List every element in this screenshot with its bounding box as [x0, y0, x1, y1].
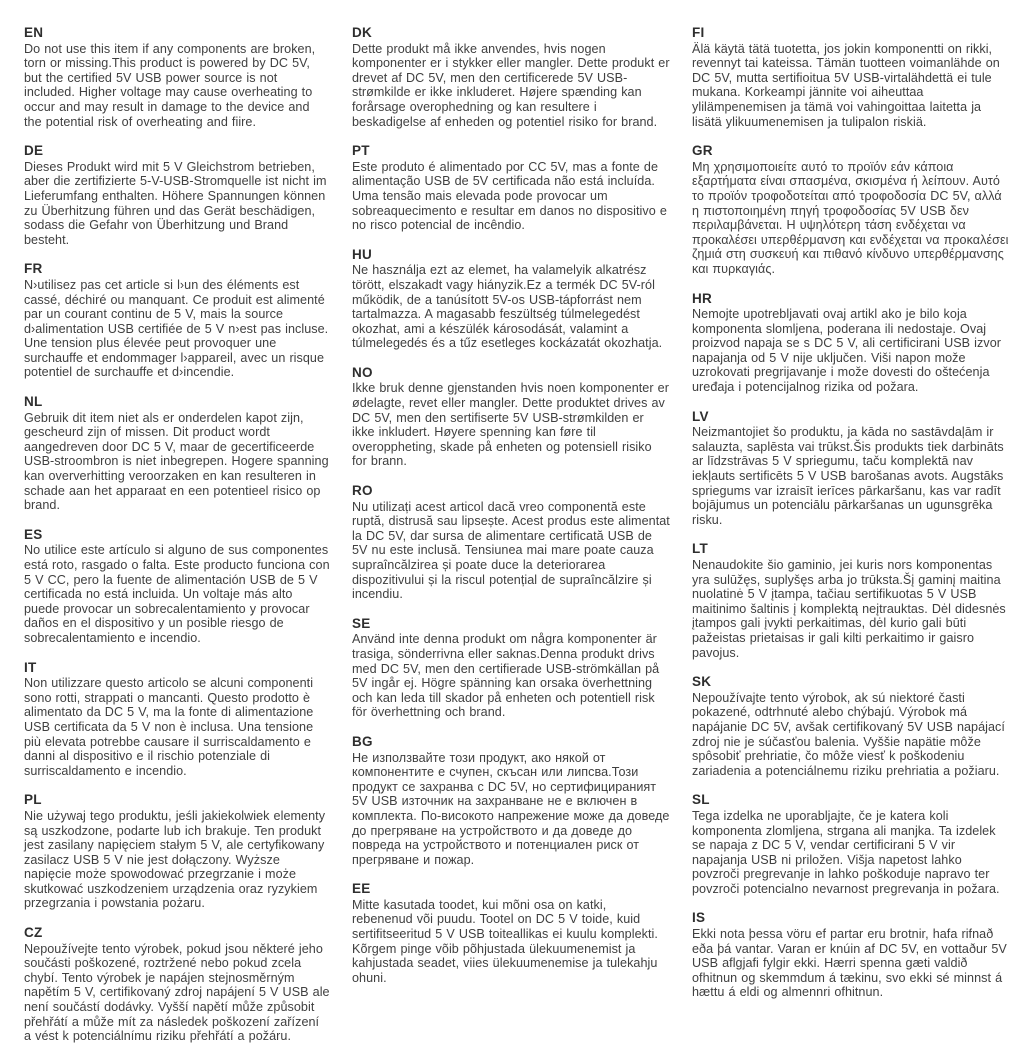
warning-paragraph: Non utilizzare questo articolo se alcuni componenti sono rotti, strappati o mancanti. Questo prodotto è alimentato da DC 5 V, ma la fonte di alimentazione USB certificata da 5 V non è inclusa. Una tensione più elevata potrebbe causare il surriscaldamento e danni al dispositivo e il rischio potenziale di surriscaldamento e incendio.	[24, 676, 314, 778]
warning-paragraph: Nemojte upotrebljavati ovaj artikl ako je bilo koja komponenta slomljena, poderana ili nedostaje. Ovaj proizvod napaja se s DC 5 V, ali certificirani USB izvor napajanja od 5 V nije uključen. Viši napon može uzrokovati pregrijavanje i može dovesti do oštećenja uređaja i potencijalnog rizika od požara.	[692, 307, 1002, 395]
language-section	[692, 144, 1010, 276]
language-section	[692, 410, 1010, 528]
language-code-heading: IS	[692, 910, 706, 926]
language-section	[24, 26, 330, 129]
warning-paragraph: Nu utilizați acest articol dacă vreo componentă este ruptă, distrusă sau lipsește. Acest produs este alimentat la DC 5V, dar sursa de alimentare certificată USB de 5V nu este inclusă. Tensiunea mai mare poate cauza supraîncălzirea și poate duce la deteriorarea dispozitivului și la riscul potențial de supraîncălzire și incendiu.	[352, 499, 670, 602]
language-section	[352, 617, 670, 720]
language-section	[692, 26, 1010, 129]
language-section	[692, 675, 1010, 778]
language-section	[692, 292, 1010, 395]
language-code-heading: EE	[352, 881, 371, 897]
warning-paragraph: Ikke bruk denne gjenstanden hvis noen komponenter er ødelagte, revet eller mangler. Dette produktet drives av DC 5V, men den sertifiserte 5V USB-strømkilden er ikke inkludert. Høyere spenning kan føre til overoppheting, skade på enheten og potensiell risiko for brann.	[352, 381, 669, 469]
warning-paragraph: Gebruik dit item niet als er onderdelen kapot zijn, gescheurd zijn of missen. Dit product wordt aangedreven door DC 5 V, maar de gecertificeerde USB-stroombron is niet inbegrepen. Hogere spanning kan oververhitting veroorzaken en kan resulteren in schade aan het apparaat en een potentieel risico op brand.	[24, 410, 329, 513]
language-code-heading: CZ	[24, 925, 43, 941]
language-code-heading: FR	[24, 261, 43, 277]
language-code-heading: SL	[692, 792, 710, 808]
language-section	[24, 262, 330, 380]
language-code-heading: LT	[692, 541, 708, 557]
language-section	[24, 395, 330, 513]
warning-column-3	[692, 26, 1010, 1015]
language-code-heading: DE	[24, 143, 44, 159]
language-code-heading: ES	[24, 526, 43, 542]
language-section	[692, 911, 1010, 1000]
warning-paragraph: No utilice este artículo si alguno de sus componentes está roto, rasgado o falta. Este producto funciona con 5 V CC, pero la fuente de alimentación USB de 5 V certificada no está incluida. Un voltaje más alto puede provocar un sobrecalentamiento y provocar daños en el dispositivo y un posible riesgo de sobrecalentamiento e incendio.	[24, 543, 330, 645]
language-code-heading: HU	[352, 246, 372, 262]
language-code-heading: LV	[692, 408, 709, 424]
warning-paragraph: Ne használja ezt az elemet, ha valamelyik alkatrész törött, elszakadt vagy hiányzik.Ez a termék DC 5V-ról működik, de a tanúsított 5V-os USB-tápforrást nem tartalmazza. A magasabb feszültség túlmelegedést okozhat, ami a készülék károsodását, valamint a túlmelegedés és a tűz esetleges kockázatát okozhatja.	[352, 263, 663, 351]
language-section	[24, 144, 330, 247]
warning-paragraph: Neizmantojiet šo produktu, ja kāda no sastāvdaļām ir salauzta, saplēsta vai trūkst.Šis produkts tiek darbināts ar līdzstrāvas 5 V spriegumu, taču komplektā nav iekļauts sertificēts 5 V USB barošanas avots. Augstāks spriegums var izraisīt ierīces pārkaršanu, kas var radīt bojājumus un potenciālu pārkaršanas un ugunsgrēka risku.	[692, 425, 1004, 527]
warning-paragraph: N›utilisez pas cet article si l›un des éléments est cassé, déchiré ou manquant. Ce produit est alimenté par un courant continu de 5 V, mais la source d›alimentation USB certifiée de 5 V n›est pas incluse. Une tension plus élevée peut provoquer une surchauffe et endommager l›appareil, avec un risque potentiel de surchauffe et d›incendie.	[24, 277, 329, 380]
language-code-heading: BG	[352, 733, 373, 749]
language-section	[352, 882, 670, 985]
warning-paragraph: Este produto é alimentado por CC 5V, mas a fonte de alimentação USB de 5V certificada não está incluída. Uma tensão mais elevada pode provocar um sobreaquecimento e resultar em danos no dispositivo e no risco potencial de incêndio.	[352, 159, 667, 233]
language-code-heading: NL	[24, 394, 43, 410]
warning-paragraph: Tega izdelka ne uporabljajte, če je katera koli komponenta zlomljena, strgana ali manjka. Ta izdelek se napaja z DC 5 V, vendar certificirani 5 V vir napajanja USB ni priložen. Višja napetost lahko povzroči pregrevanje in lahko poškoduje napravo ter povzroči potencialno nevarnost pregrevanja in požara.	[692, 808, 1000, 896]
language-code-heading: NO	[352, 364, 373, 380]
language-code-heading: PT	[352, 143, 370, 159]
language-section	[24, 793, 330, 911]
warning-paragraph: Använd inte denna produkt om några komponenter är trasiga, sönderrivna eller saknas.Denna produkt drivs med DC 5V, men den certifierade USB-strömkällan på 5V ingår ej. Högre spänning kan orsaka överhettning och kan leda till skador på enheten och potentiell risk för överhettning och brand.	[352, 632, 660, 720]
language-section	[352, 144, 670, 233]
language-code-heading: DK	[352, 25, 372, 40]
warning-paragraph: Nie używaj tego produktu, jeśli jakiekolwiek elementy są uszkodzone, podarte lub ich brakuje. Ten produkt jest zasilany napięciem stałym 5 V, ale certyfikowany zasilacz USB 5 V nie jest dołączony. Wyższe napięcie może spowodować przegrzanie i może skutkować uszkodzeniem urządzenia oraz ryzykiem przegrzania i powstania pożaru.	[24, 808, 326, 911]
language-code-heading: EN	[24, 25, 44, 40]
warning-column-1	[24, 26, 330, 1059]
warning-paragraph: Dieses Produkt wird mit 5 V Gleichstrom betrieben, aber die zertifizierte 5-V-USB-Stromquelle ist nicht im Lieferumfang enthalten. Höhere Spannungen können zu Überhitzung führen und das Gerät beschädigen, sodass die Gefahr von Überhitzung und Brand besteht.	[24, 159, 327, 247]
warning-paragraph: Nepoužívejte tento výrobek, pokud jsou některé jeho součásti poškozené, roztržené nebo pokud zcela chybí. Tento výrobek je napájen stejnosměrným napětím 5 V, certifikovaný zdroj napájení 5 V USB ale není součástí dodávky. Vyšší napětí může způsobit přehřátí a může mít za následek poškození zařízení a vést k potenciálnímu riziku přehřátí a požáru.	[24, 941, 330, 1044]
language-section	[352, 735, 670, 867]
language-code-heading: IT	[24, 659, 37, 675]
language-code-heading: SK	[692, 674, 712, 690]
language-code-heading: SE	[352, 615, 371, 631]
language-section	[24, 661, 330, 779]
language-code-heading: PL	[24, 792, 42, 808]
language-code-heading: GR	[692, 143, 713, 159]
warning-paragraph: Nenaudokite šio gaminio, jei kuris nors komponentas yra sulūžęs, suplyšęs arba jo trūksta.Šį gaminį maitina nuolatinė 5 V įtampa, tačiau sertifikuotas 5 V USB maitinimo šaltinis į komplektą neįtrauktas. Dėl didesnės įtampos gali įvykti perkaitimas, dėl kurio gali būti pažeistas prietaisas ir gali kilti perkaitimo ir gaisro pavojus.	[692, 558, 1006, 660]
warning-paragraph: Не използвайте този продукт, ако някой от компонентите е счупен, скъсан или липсва.Този продукт се захранва с DC 5V, но сертифицираният 5V USB източник на захранване не е включен в комплекта. По-високото напрежение може да доведе до прегряване на устройството и да доведе до повреда на устройството и потенциален риск от прегряване и пожар.	[352, 750, 670, 867]
warning-paragraph: Mitte kasutada toodet, kui mõni osa on katki, rebenenud või puudu. Tootel on DC 5 V toide, kuid sertifitseeritud 5 V USB toiteallikas ei kuulu komplekti. Kõrgem pinge võib põhjustada ülekuumenemist ja kahjustada seadet, viies ülekuumenemise ja tulekahju ohuni.	[352, 897, 658, 985]
language-code-heading: RO	[352, 483, 373, 499]
warning-paragraph: Dette produkt må ikke anvendes, hvis nogen komponenter er i stykker eller mangler. Dette produkt er drevet af DC 5V, men den certificerede 5V USB-strømkilde er ikke inkluderet. Højere spænding kan forårsage overophedning og kan resultere i beskadigelse af enheden og potentiel risiko for brand.	[352, 41, 670, 129]
language-section	[352, 26, 670, 129]
warning-paragraph: Do not use this item if any components are broken, torn or missing.This product is powered by DC 5V, but the certified 5V USB power source is not included. Higher voltage may cause overheating to occur and may result in damage to the device and the potential risk of overheating and fiire.	[24, 41, 316, 129]
warning-column-2	[352, 26, 670, 1000]
language-section	[692, 793, 1010, 896]
language-section	[352, 366, 670, 469]
language-code-heading: HR	[692, 290, 712, 306]
language-section	[352, 248, 670, 351]
language-section	[24, 528, 330, 646]
warning-paragraph: Ekki nota þessa vöru ef partar eru brotnir, hafa rifnað eða þá vantar. Varan er knúin af DC 5V, en vottaður 5V USB aflgjafi fylgir ekki. Hærri spenna gæti valdið ofhitnun og skemmdum á tækinu, svo ekki sé minnst á hættu á eldi og almennri ofhitnun.	[692, 927, 1007, 1000]
language-section	[24, 926, 330, 1044]
warning-paragraph: Nepoužívajte tento výrobok, ak sú niektoré časti pokazené, odtrhnuté alebo chýbajú. Výrobok má napájanie DC 5V, avšak certifikovaný 5V USB napájací zdroj nie je súčasťou balenia. Vyššie napätie môže spôsobiť prehriatie, čo môže viesť k poškodeniu zariadenia a potenciálnemu riziku prehriatia a požiaru.	[692, 690, 1005, 778]
warning-paragraph: Älä käytä tätä tuotetta, jos jokin komponentti on rikki, revennyt tai kateissa. Tämän tuotteen voimanlähde on DC 5V, mutta sertifioitua 5V USB-virtalähdettä ei tule mukana. Korkeampi jännite voi aiheuttaa ylilämpenemisen ja tämä voi vahingoittaa laitetta ja lisätä ylikuumenemisen ja tulipalon riskiä.	[692, 41, 1000, 129]
language-code-heading: FI	[692, 25, 705, 40]
warning-paragraph: Μη χρησιμοποιείτε αυτό το προϊόν εάν κάποια εξαρτήματα είναι σπασμένα, σκισμένα ή λείπουν. Αυτό το προϊόν τροφοδοτείται από τροφοδοσία DC 5V, αλλά η πιστοποιημένη πηγή τροφοδοσίας 5V USB δεν περιλαμβάνεται. Η υψηλότερη τάση ενδέχεται να προκαλέσει υπερθέρμανση και ενδέχεται να προκαλέσει ζημιά στη συσκευή και πιθανό κίνδυνο υπερθέρμανσης και πυρκαγιάς.	[692, 159, 1009, 276]
language-section	[352, 484, 670, 602]
language-section	[692, 542, 1010, 660]
